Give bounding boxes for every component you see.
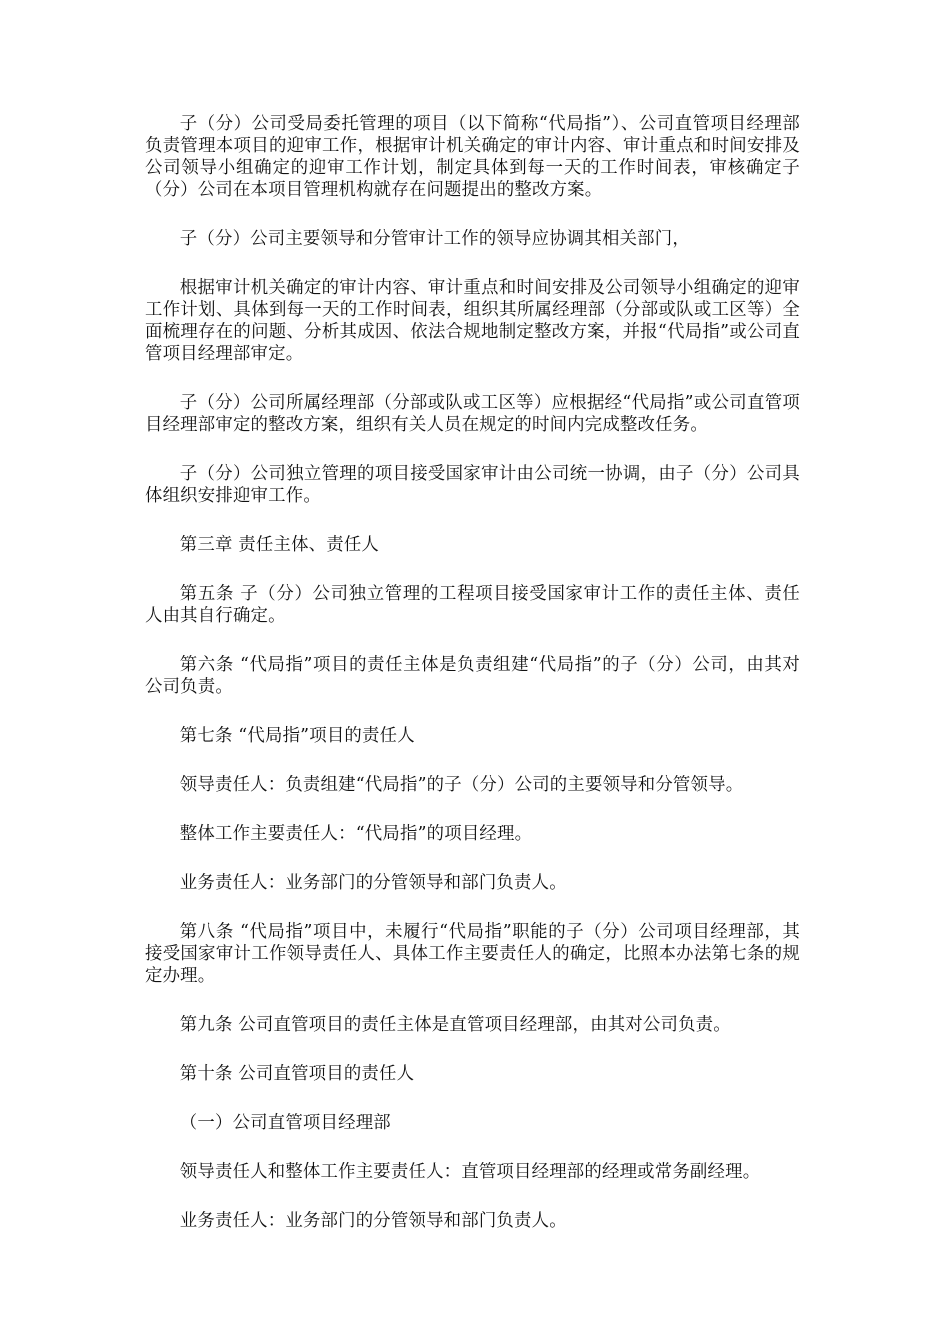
article-7-overall: 整体工作主要责任人：“代局指”的项目经理。 [179, 824, 533, 844]
article-7-leader: 领导责任人：负责组建“代局指”的子（分）公司的主要领导和分管领导。 [179, 775, 744, 795]
article-10-item-1: （一）公司直管项目经理部 [179, 1113, 391, 1133]
article-8: 第八条 “代局指”项目中，未履行“代局指”职能的子（分）公司项目经理部，其接受国家审计工作领导责任人、具体工作主要责任人的确定，比照本办法第七条的规定办理。 [145, 922, 800, 986]
document-page [145, 113, 800, 1259]
chapter-heading: 第三章 责任主体、责任人 [179, 535, 380, 555]
article-9: 第九条 公司直管项目的责任主体是直管项目经理部，由其对公司负责。 [179, 1015, 731, 1035]
paragraph-2: 子（分）公司主要领导和分管审计工作的领导应协调其相关部门， [179, 229, 690, 249]
paragraph-5: 子（分）公司独立管理的项目接受国家审计由公司统一协调，由子（分）公司具体组织安排迎审工作。 [145, 464, 800, 506]
paragraph-4: 子（分）公司所属经理部（分部或队或工区等）应根据经“代局指”或公司直管项目经理部审定的整改方案，组织有关人员在规定的时间内完成整改任务。 [145, 393, 800, 435]
article-5: 第五条 子（分）公司独立管理的工程项目接受国家审计工作的责任主体、责任人由其自行确定。 [145, 584, 800, 626]
article-7-business: 业务责任人：业务部门的分管领导和部门负责人。 [179, 873, 567, 893]
article-10-business: 业务责任人：业务部门的分管领导和部门负责人。 [179, 1211, 567, 1231]
article-6: 第六条 “代局指”项目的责任主体是负责组建“代局指”的子（分）公司，由其对公司负责。 [145, 655, 800, 697]
article-10: 第十条 公司直管项目的责任人 [179, 1064, 415, 1084]
article-10-leader: 领导责任人和整体工作主要责任人：直管项目经理部的经理或常务副经理。 [179, 1162, 761, 1182]
paragraph-3: 根据审计机关确定的审计内容、审计重点和时间安排及公司领导小组确定的迎审工作计划、具体到每一天的工作时间表，组织其所属经理部（分部或队或工区等）全面梳理存在的问题、分析其成因、依法合规地制定整改方案，并报“代局指”或公司直管项目经理部审定。 [145, 278, 800, 364]
paragraph-1: 子（分）公司受局委托管理的项目（以下简称“代局指”）、公司直管项目经理部负责管理本项目的迎审工作，根据审计机关确定的审计内容、审计重点和时间安排及公司领导小组确定的迎审工作计划，制定具体到每一天的工作时间表，审核确定子（分）公司在本项目管理机构就存在问题提出的整改方案。 [145, 114, 800, 200]
article-7: 第七条 “代局指”项目的责任人 [179, 726, 415, 746]
